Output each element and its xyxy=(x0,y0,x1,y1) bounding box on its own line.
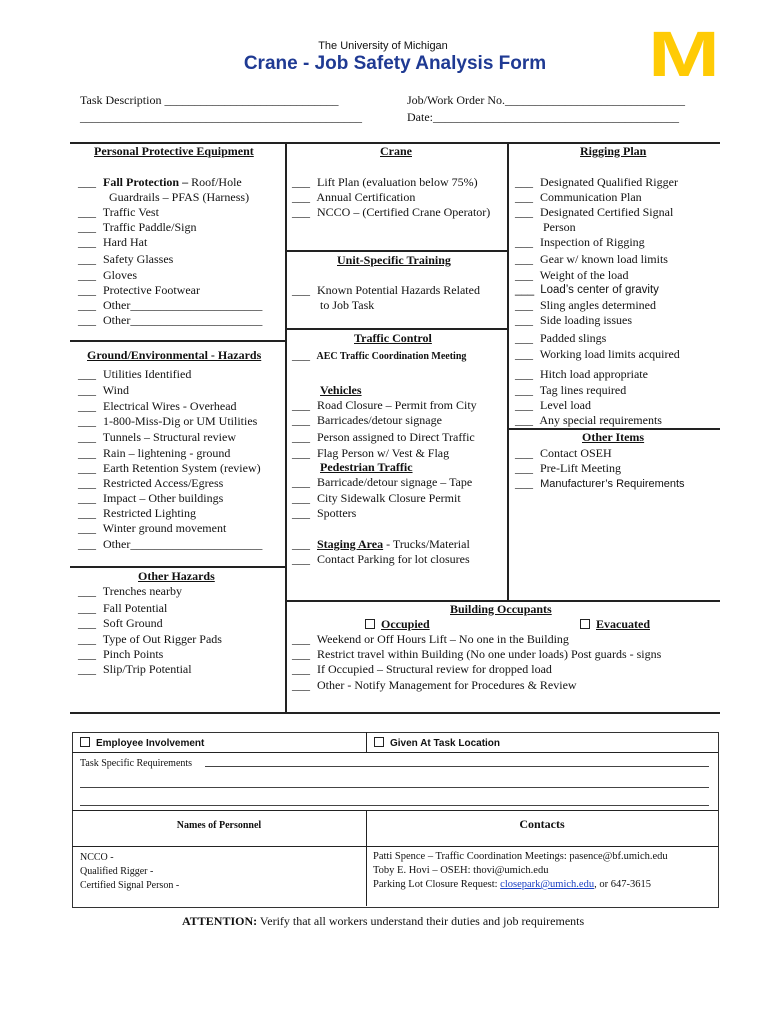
ground-item: ___ Winter ground movement xyxy=(78,521,227,535)
grid-line-ppe xyxy=(70,340,285,342)
personnel-ncco: NCCO - xyxy=(80,852,114,863)
task-description-field-line2[interactable]: _______________________________________________ xyxy=(80,110,362,124)
vehicles-heading: Vehicles xyxy=(320,383,362,397)
bottom-table-row1-line xyxy=(72,752,718,753)
contact-parking: Parking Lot Closure Request: closepark@umich.edu, or 647-3615 xyxy=(373,879,651,890)
task-specific-field-line3[interactable] xyxy=(80,805,709,806)
evacuated-checkbox-icon[interactable] xyxy=(580,619,590,629)
crane-item: ___ NCCO – (Certified Crane Operator) xyxy=(292,205,491,219)
other-item: ___ Contact OSEH xyxy=(515,446,612,460)
rigging-item: ___ Padded slings xyxy=(515,331,607,345)
contacts-heading: Contacts xyxy=(519,817,565,831)
occupants-item: ___ If Occupied – Structural review for dropped load xyxy=(292,662,552,676)
ground-item: ___ Earth Retention System (review) xyxy=(78,461,261,475)
occupied-checkbox-icon[interactable] xyxy=(365,619,375,629)
task-specific-label: Task Specific Requirements xyxy=(80,758,193,769)
task-specific-field-line2[interactable] xyxy=(80,787,709,788)
ppe-heading: Personal Protective Equipment xyxy=(94,144,254,158)
crane-item: ___ Lift Plan (evaluation below 75%) xyxy=(292,175,478,189)
ground-item: ___ Restricted Lighting xyxy=(78,506,196,520)
ppe-item-fall-protection-cont: Guardrails – PFAS (Harness) xyxy=(109,190,250,204)
contact-traffic: Patti Spence – Traffic Coordination Meetings: pasence@bf.umich.edu xyxy=(373,851,668,862)
job-order-label: Job/Work Order No.______________________________ xyxy=(407,93,686,107)
ground-item: ___ Wind xyxy=(78,383,129,397)
rigging-item: ___ Tag lines required xyxy=(515,383,627,397)
occupants-item: ___ Weekend or Off Hours Lift – No one in the Building xyxy=(292,632,569,646)
other-hazard-item: ___ Soft Ground xyxy=(78,616,163,630)
parking-item: ___ Contact Parking for lot closures xyxy=(292,552,470,566)
ground-item: ___ Utilities Identified xyxy=(78,367,192,381)
grid-divider-right xyxy=(507,142,509,600)
ground-item: ___ Impact – Other buildings xyxy=(78,491,224,505)
vehicles-item: ___ Flag Person w/ Vest & Flag xyxy=(292,446,450,460)
crane-item: ___ Annual Certification xyxy=(292,190,416,204)
rigging-item: ___ Sling angles determined xyxy=(515,298,656,312)
ground-item: ___ 1-800-Miss-Dig or UM Utilities xyxy=(78,414,258,428)
employee-involvement-checkbox-icon[interactable] xyxy=(80,737,90,747)
ground-item: ___ Restricted Access/Egress xyxy=(78,476,224,490)
occupants-item: ___ Restrict travel within Building (No one under loads) Post guards - signs xyxy=(292,647,662,661)
date-field[interactable]: _________________________________________ xyxy=(433,110,679,124)
rigging-item: ___ Gear w/ known load limits xyxy=(515,252,668,266)
rigging-item: ___ Working load limits acquired xyxy=(515,347,680,361)
ppe-item: ___ Protective Footwear xyxy=(78,283,200,297)
grid-line-crane xyxy=(286,250,507,252)
ppe-item-other[interactable]: ___ Other______________________ xyxy=(78,298,263,312)
rigging-item: ___ Designated Qualified Rigger xyxy=(515,175,678,189)
given-at-location-option[interactable]: Given At Task Location xyxy=(374,736,500,751)
other-hazard-item: ___ Trenches nearby xyxy=(78,584,182,598)
ppe-item: ___ Traffic Paddle/Sign xyxy=(78,220,197,234)
training-item: ___ Known Potential Hazards Related xyxy=(292,283,480,297)
occupants-item: ___ Other - Notify Management for Procedures & Review xyxy=(292,678,577,692)
rigging-item: ___ Weight of the load xyxy=(515,268,629,282)
rigging-heading: Rigging Plan xyxy=(580,144,647,158)
given-at-location-checkbox-icon[interactable] xyxy=(374,737,384,747)
vehicles-item: ___ Road Closure – Permit from City xyxy=(292,398,477,412)
employee-involvement-option[interactable]: Employee Involvement xyxy=(80,736,204,751)
other-hazard-item: ___ Type of Out Rigger Pads xyxy=(78,632,222,646)
ground-item: ___ Electrical Wires - Overhead xyxy=(78,399,237,413)
job-order-field[interactable]: ______________________________ xyxy=(505,93,686,107)
date-label: Date:_________________________________________ xyxy=(407,110,679,124)
other-items-heading: Other Items xyxy=(582,430,645,444)
grid-divider-left xyxy=(285,142,287,713)
ppe-item-other[interactable]: ___ Other______________________ xyxy=(78,313,263,327)
contact-oseh: Toby E. Hovi – OSEH: thovi@umich.edu xyxy=(373,865,549,876)
personnel-signal: Certified Signal Person - xyxy=(80,880,180,891)
staging-item: ___ Staging Area - Trucks/Material xyxy=(292,537,470,551)
ground-heading: Ground/Environmental - Hazards xyxy=(87,348,262,362)
personnel-rigger: Qualified Rigger - xyxy=(80,866,154,877)
evacuated-option[interactable]: Evacuated xyxy=(580,617,650,632)
ppe-item: ___ Safety Glasses xyxy=(78,252,174,266)
closepark-email-link[interactable]: closepark@umich.edu xyxy=(500,879,595,890)
occupied-option[interactable]: Occupied xyxy=(365,617,430,632)
vehicles-item: ___ Barricades/detour signage xyxy=(292,413,442,427)
attention-note: ATTENTION: Verify that all workers understand their duties and job requirements xyxy=(182,914,585,928)
bottom-table-row2-line xyxy=(72,810,718,811)
traffic-heading: Traffic Control xyxy=(354,331,432,345)
traffic-aec-item: ___ AEC Traffic Coordination Meeting xyxy=(292,348,467,362)
grid-line-ground xyxy=(70,566,285,568)
rigging-item: ___ Any special requirements xyxy=(515,413,662,427)
task-specific-field[interactable] xyxy=(205,766,709,767)
other-item: ___ Manufacturer’s Requirements xyxy=(515,476,685,490)
rigging-item: ___ Hitch load appropriate xyxy=(515,367,648,381)
bottom-table-row3-line xyxy=(72,846,718,847)
training-heading: Unit-Specific Training xyxy=(337,253,451,267)
pedestrian-heading: Pedestrian Traffic xyxy=(320,460,413,474)
task-description-label: Task Description _____________________________ xyxy=(80,93,339,107)
form-title: Crane - Job Safety Analysis Form xyxy=(243,53,547,74)
grid-bottom-line xyxy=(70,712,720,714)
crane-heading: Crane xyxy=(380,144,412,158)
rigging-item: ___ Designated Certified Signal xyxy=(515,205,674,219)
ground-item: ___ Rain – lightening - ground xyxy=(78,446,231,460)
university-logo: M xyxy=(648,18,718,90)
ground-item-other[interactable]: ___ Other______________________ xyxy=(78,537,263,551)
bottom-table-vline-top xyxy=(366,732,367,752)
grid-line-training xyxy=(286,328,507,330)
pedestrian-item: ___ Spotters xyxy=(292,506,357,520)
training-item-cont: to Job Task xyxy=(320,298,375,312)
other-hazard-item: ___ Slip/Trip Potential xyxy=(78,662,192,676)
ppe-item-fall-protection: ___ Fall Protection – Roof/Hole xyxy=(78,175,242,189)
pedestrian-item: ___ City Sidewalk Closure Permit xyxy=(292,491,461,505)
ppe-item: ___ Gloves xyxy=(78,268,137,282)
vehicles-item: ___ Person assigned to Direct Traffic xyxy=(292,430,475,444)
ppe-item: ___ Hard Hat xyxy=(78,235,148,249)
other-hazard-item: ___ Fall Potential xyxy=(78,601,168,615)
other-hazard-item: ___ Pinch Points xyxy=(78,647,164,661)
other-hazards-heading: Other Hazards xyxy=(138,569,215,583)
task-description-field[interactable]: _____________________________ xyxy=(164,93,339,107)
rigging-item: ___ Level load xyxy=(515,398,591,412)
occupants-heading: Building Occupants xyxy=(450,602,552,616)
ppe-item: ___ Traffic Vest xyxy=(78,205,159,219)
rigging-item: ___ Inspection of Rigging xyxy=(515,235,645,249)
rigging-item: ___ Communication Plan xyxy=(515,190,642,204)
rigging-item-cont: Person xyxy=(543,220,576,234)
ground-item: ___ Tunnels – Structural review xyxy=(78,430,237,444)
rigging-item: ___ Side loading issues xyxy=(515,313,632,327)
university-name: The University of Michigan xyxy=(318,40,448,52)
pedestrian-item: ___ Barricade/detour signage – Tape xyxy=(292,475,473,489)
names-heading: Names of Personnel xyxy=(176,820,262,831)
other-item: ___ Pre-Lift Meeting xyxy=(515,461,621,475)
rigging-item: ___ Load’s center of gravity xyxy=(515,284,659,296)
